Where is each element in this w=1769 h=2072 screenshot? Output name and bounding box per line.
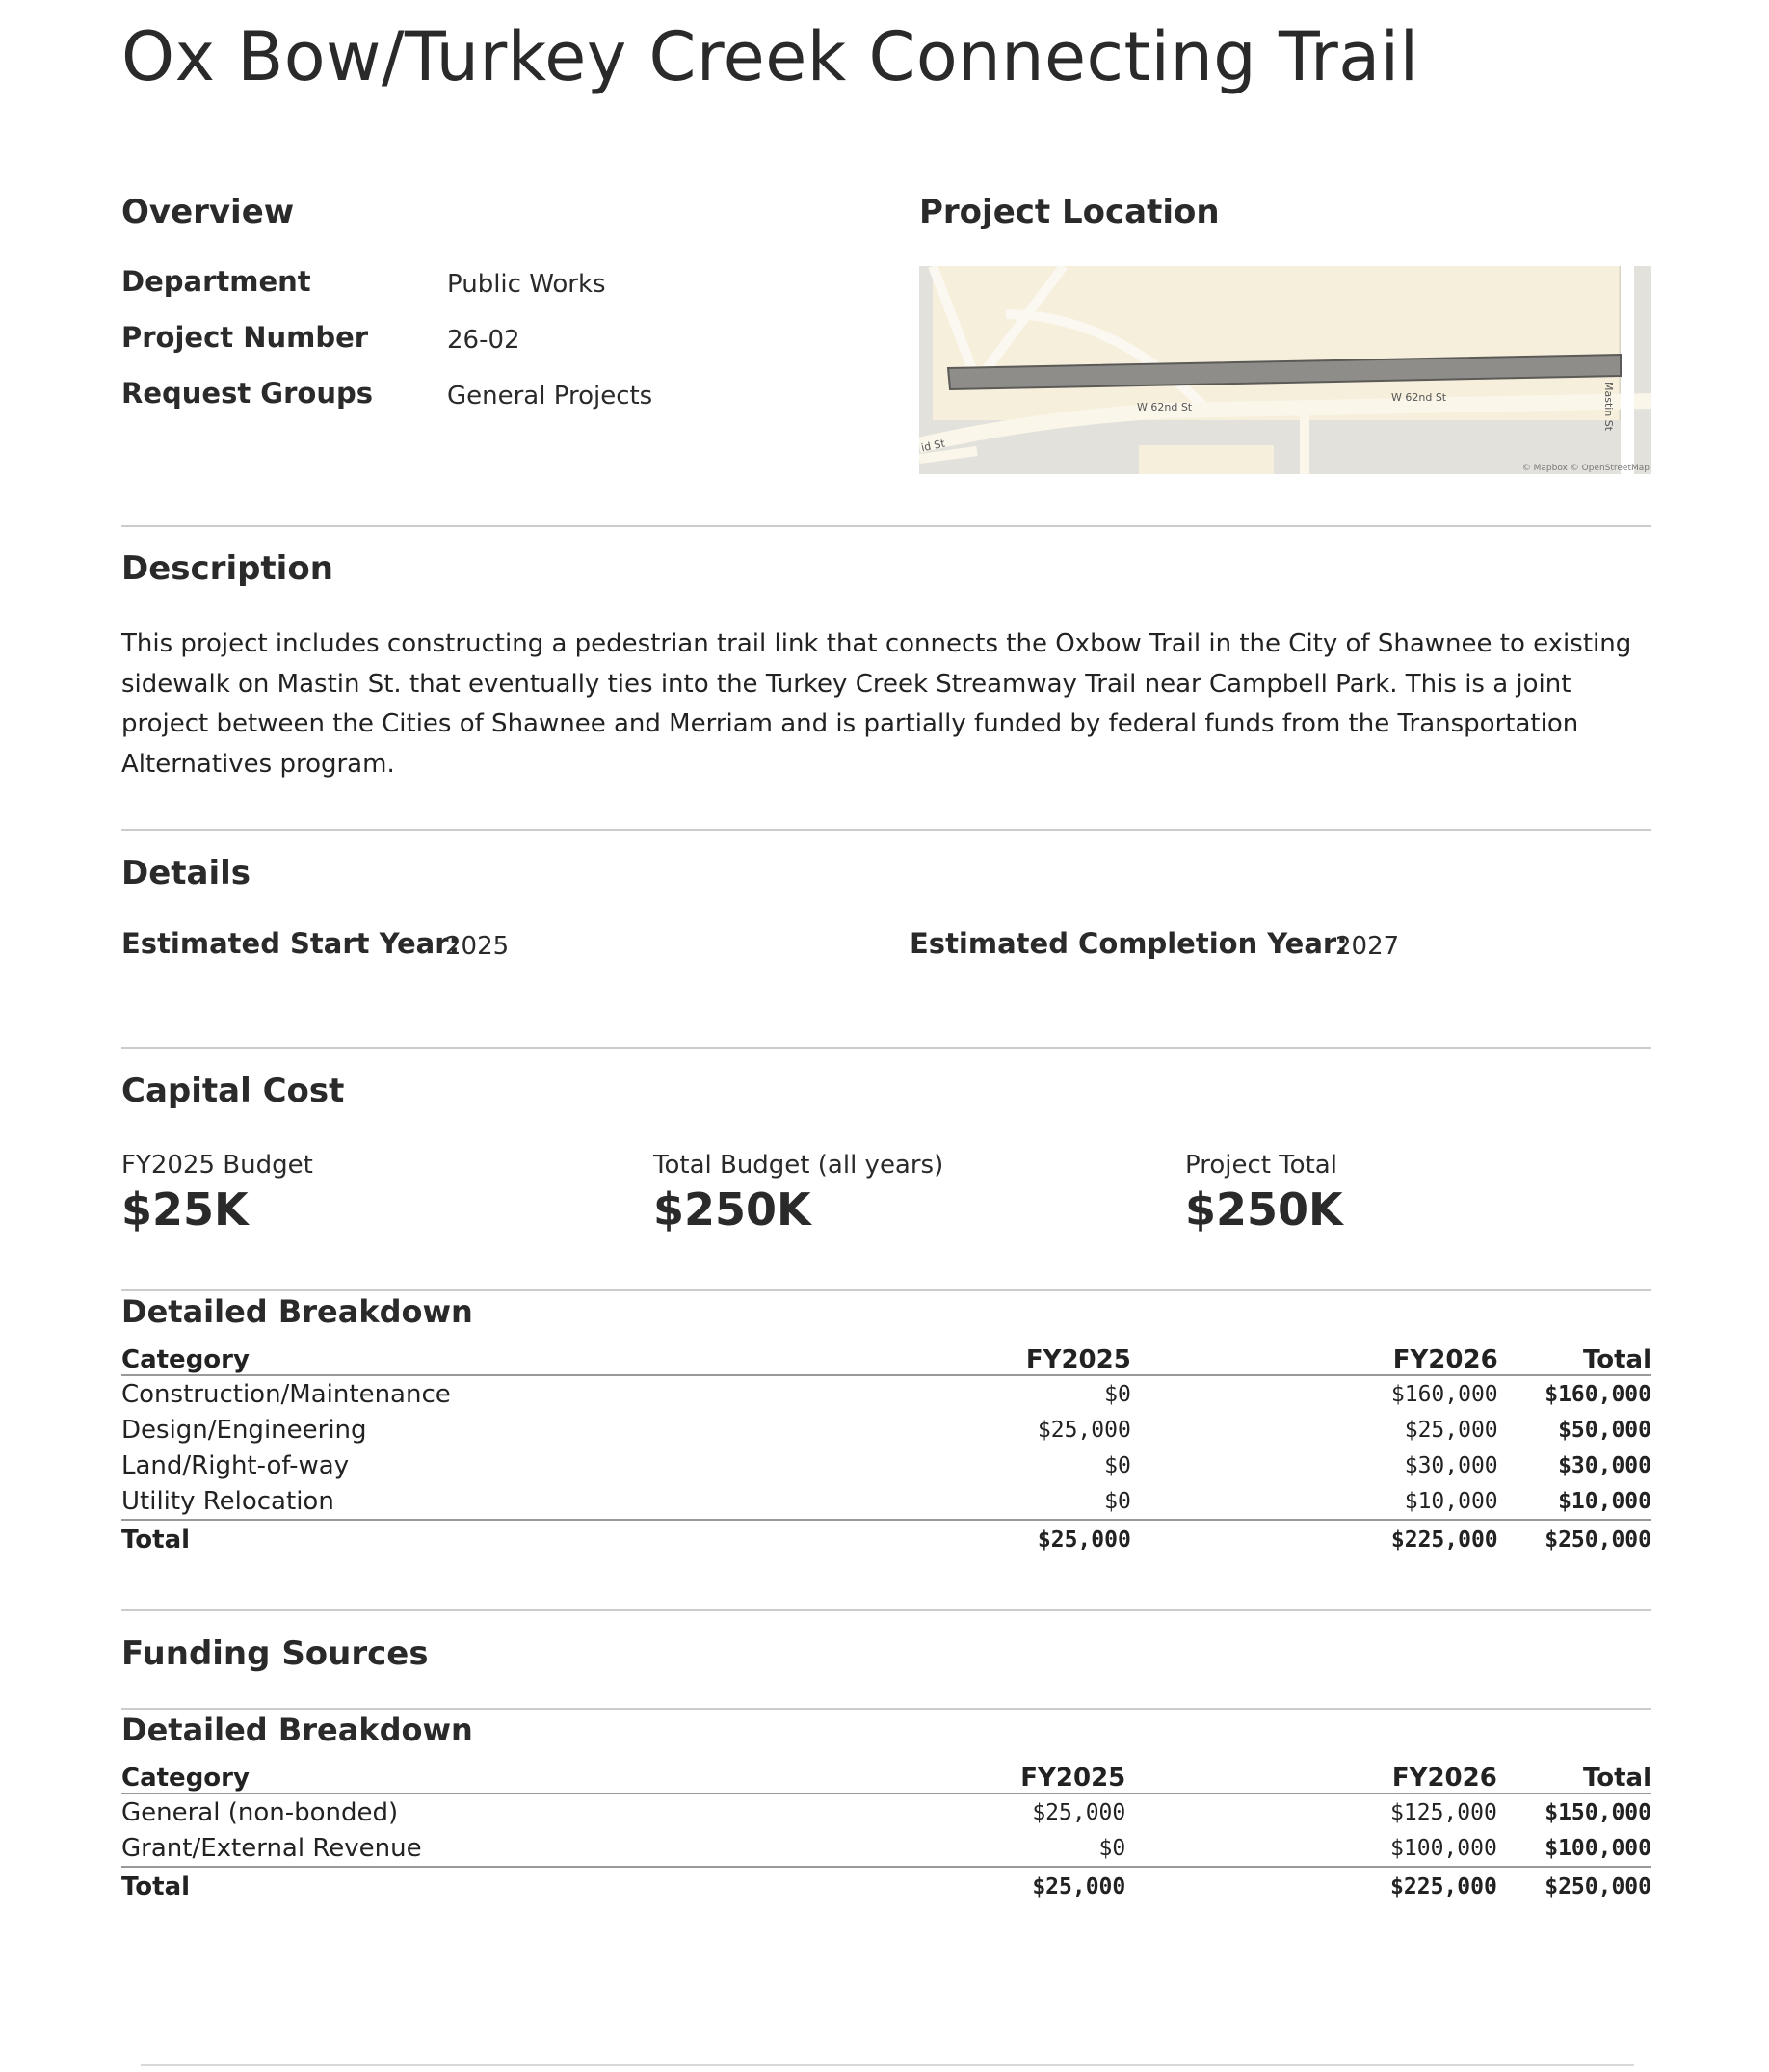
section-divider	[121, 829, 1651, 831]
section-divider	[121, 1289, 1651, 1291]
map-street-label: W 62nd St	[1391, 391, 1447, 404]
column-header: FY2026	[1131, 1334, 1498, 1375]
project-location-heading: Project Location	[919, 193, 1220, 231]
metric-label: Total Budget (all years)	[653, 1151, 944, 1180]
fy2025-cell: $0	[1104, 1488, 1131, 1514]
column-header: FY2026	[1125, 1752, 1497, 1793]
table-total-row	[121, 1520, 1651, 1559]
total-cell: $150,000	[1545, 1799, 1651, 1825]
request-groups-value: General Projects	[447, 382, 653, 411]
project-number-value: 26-02	[447, 326, 520, 355]
funding-breakdown-heading: Detailed Breakdown	[121, 1712, 473, 1748]
fy2026-cell: $225,000	[1125, 1867, 1497, 1906]
column-header: Total	[1497, 1752, 1651, 1793]
metric-value: $250K	[1185, 1183, 1343, 1235]
map-street-label: W 62nd St	[1137, 401, 1193, 413]
fy2025-cell: $25,000	[873, 1520, 1131, 1559]
fy2026-cell: $25,000	[1404, 1417, 1498, 1443]
department-value: Public Works	[447, 270, 606, 299]
metric-value: $25K	[121, 1183, 249, 1235]
column-header: FY2025	[873, 1334, 1131, 1375]
fy2025-cell: $25,000	[1037, 1417, 1131, 1443]
category-cell: Design/Engineering	[121, 1415, 367, 1445]
table-header-row	[121, 1334, 1651, 1375]
table-row	[121, 1448, 1651, 1483]
page-title: Ox Bow/Turkey Creek Connecting Trail	[121, 17, 1419, 96]
section-divider	[121, 1708, 1651, 1710]
capital-cost-heading: Capital Cost	[121, 1072, 345, 1110]
fy2025-cell: $0	[1104, 1452, 1131, 1478]
total-cell: $30,000	[1558, 1452, 1651, 1478]
fy2025-cell: $25,000	[864, 1867, 1125, 1906]
total-cell: $250,000	[1497, 1867, 1651, 1906]
metric-value: $250K	[653, 1183, 811, 1235]
funding-sources-table	[121, 1752, 1651, 1906]
fy2026-cell: $160,000	[1390, 1381, 1498, 1407]
fy2025-cell: $0	[1104, 1381, 1131, 1407]
category-cell: General (non-bonded)	[121, 1797, 399, 1827]
description-heading: Description	[121, 549, 333, 588]
completion-year-value: 2027	[1335, 932, 1400, 961]
table-row	[121, 1830, 1651, 1867]
request-groups-label: Request Groups	[121, 377, 373, 410]
project-number-label: Project Number	[121, 321, 369, 354]
column-header: FY2025	[864, 1752, 1125, 1793]
category-cell: Total	[121, 1867, 864, 1906]
department-label: Department	[121, 265, 311, 298]
total-cell: $50,000	[1558, 1417, 1651, 1443]
column-header: Total	[1498, 1334, 1651, 1375]
category-cell: Utility Relocation	[121, 1486, 334, 1516]
section-divider	[121, 1609, 1651, 1611]
fy2025-cell: $0	[1098, 1835, 1126, 1861]
metric-label: FY2025 Budget	[121, 1151, 313, 1180]
category-cell: Land/Right-of-way	[121, 1450, 350, 1480]
table-row	[121, 1793, 1651, 1830]
fy2026-cell: $225,000	[1131, 1520, 1498, 1559]
category-cell: Construction/Maintenance	[121, 1379, 451, 1409]
map-graphic	[919, 266, 1651, 474]
table-row	[121, 1412, 1651, 1448]
start-year-label: Estimated Start Year:	[121, 927, 461, 960]
fy2026-cell: $125,000	[1390, 1799, 1497, 1825]
footer-divider	[141, 2064, 1634, 2066]
capital-cost-table	[121, 1334, 1651, 1559]
map-attribution[interactable]: © Mapbox © OpenStreetMap	[1521, 464, 1650, 473]
column-header: Category	[121, 1752, 864, 1793]
category-cell: Grant/External Revenue	[121, 1833, 422, 1863]
column-header: Category	[121, 1334, 873, 1375]
fy2025-cell: $25,000	[1032, 1799, 1126, 1825]
table-total-row	[121, 1867, 1651, 1906]
start-year-value: 2025	[445, 932, 510, 961]
total-cell: $160,000	[1545, 1381, 1651, 1407]
fy2026-cell: $30,000	[1404, 1452, 1498, 1478]
project-location-map[interactable]	[919, 266, 1651, 474]
section-divider	[121, 1047, 1651, 1049]
total-cell: $250,000	[1498, 1520, 1651, 1559]
overview-heading: Overview	[121, 193, 295, 231]
section-divider	[121, 525, 1651, 527]
table-row	[121, 1483, 1651, 1520]
completion-year-label: Estimated Completion Year:	[910, 927, 1348, 960]
metric-label: Project Total	[1185, 1151, 1337, 1180]
total-cell: $100,000	[1545, 1835, 1651, 1861]
fy2026-cell: $10,000	[1404, 1488, 1498, 1514]
capital-breakdown-heading: Detailed Breakdown	[121, 1293, 473, 1330]
map-street-label: Mastin St	[1602, 382, 1615, 432]
fy2026-cell: $100,000	[1390, 1835, 1497, 1861]
description-text: This project includes constructing a pedestrian trail link that connects the Oxbow Trail in the City of Shawnee to existing sidewalk on Mastin St. that eventually ties into the Turkey Creek Streamway Trail near Campbell Park. This is a joint project between the Cities of Shawnee and Merriam and is partially funded by federal funds from the Transportation Alternatives program.	[121, 629, 1632, 779]
details-heading: Details	[121, 854, 251, 892]
table-row	[121, 1375, 1651, 1412]
funding-sources-heading: Funding Sources	[121, 1634, 429, 1673]
table-header-row	[121, 1752, 1651, 1793]
total-cell: $10,000	[1558, 1488, 1651, 1514]
category-cell: Total	[121, 1520, 873, 1559]
map-street-label: id St	[919, 437, 946, 455]
